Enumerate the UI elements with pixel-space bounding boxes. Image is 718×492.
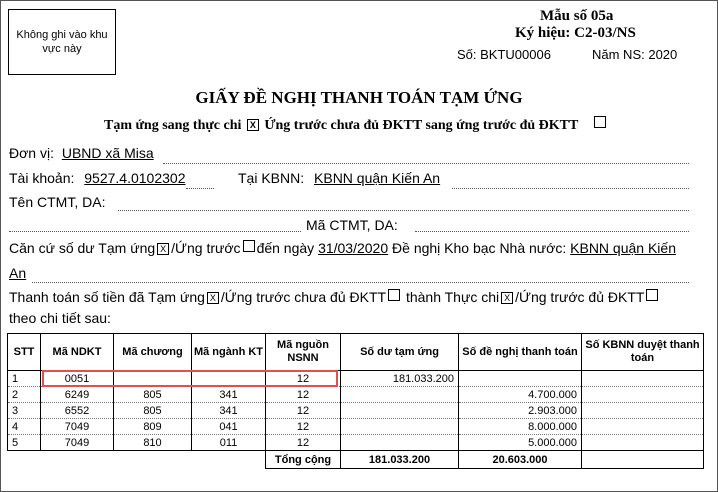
treasury-dotted-line <box>452 188 689 189</box>
cell-so-du[interactable]: 181.033.200 <box>341 371 459 387</box>
cell-chuong[interactable]: 810 <box>114 435 192 451</box>
cell-so-du[interactable] <box>341 419 459 435</box>
basis-treasury-cont: An <box>9 265 27 281</box>
total-spacer <box>8 451 266 469</box>
cell-kbnn[interactable] <box>582 419 704 435</box>
checkbox-advance-balance[interactable]: X <box>157 243 169 255</box>
cell-kbnn[interactable] <box>582 387 704 403</box>
subtitle-options <box>104 116 608 134</box>
col-header-de-nghi: Số đề nghị thanh toán <box>459 334 582 371</box>
budget-year: Năm NS: 2020 <box>592 47 678 62</box>
account-field <box>9 170 185 186</box>
basis-text-2: /Ứng trước <box>171 240 241 256</box>
col-header-so-du: Số dư tạm ứng <box>341 334 459 371</box>
cell-kbnn[interactable] <box>582 371 704 387</box>
cell-chuong[interactable]: 805 <box>114 387 192 403</box>
cell-de-nghi[interactable]: 5.000.000 <box>459 435 582 451</box>
program-code-dotted-left <box>9 231 301 232</box>
total-label: Tổng cộng <box>266 451 341 469</box>
col-header-nganh: Mã ngành KT <box>192 334 266 371</box>
page-title: GIẤY ĐỀ NGHỊ THANH TOÁN TẠM ỨNG <box>195 88 523 107</box>
checkbox-paid-advance[interactable]: X <box>207 292 219 304</box>
cell-stt: 5 <box>8 435 41 451</box>
cell-ndkt[interactable]: 6552 <box>41 403 114 419</box>
option-prepay-conversion: Ứng trước chưa đủ ĐKTT sang ứng trước đủ ĐKTT <box>264 118 579 133</box>
col-header-nguon: Mã nguồn NSNN <box>266 334 341 371</box>
unit-value: UBND xã Misa <box>61 145 154 161</box>
table-row <box>8 419 704 435</box>
form-symbol: Ký hiệu: C2-03/NS <box>515 25 636 41</box>
cell-nganh[interactable]: 011 <box>192 435 266 451</box>
cell-nganh[interactable]: 341 <box>192 387 266 403</box>
table-row <box>8 403 704 419</box>
basis-text-3: đến ngày <box>256 240 315 256</box>
cell-de-nghi[interactable] <box>459 371 582 387</box>
account-value: 9527.4.0102302 <box>84 170 186 186</box>
basis-treasury: KBNN quận Kiến <box>570 240 676 256</box>
program-name-dotted-line <box>118 210 689 211</box>
cell-kbnn[interactable] <box>582 403 704 419</box>
treasury-label: Tại KBNN: <box>238 170 305 186</box>
basis-line <box>9 240 676 256</box>
table-row <box>8 435 704 451</box>
cell-chuong[interactable]: 805 <box>114 403 192 419</box>
selected-cell-highlight <box>42 370 338 387</box>
payment-text-4: /Ứng trước đủ ĐKTT <box>515 289 645 305</box>
table-row <box>8 387 704 403</box>
payment-line <box>9 289 660 305</box>
cell-chuong[interactable]: 809 <box>114 419 192 435</box>
treasury-value: KBNN quận Kiến An <box>314 170 441 186</box>
checkbox-prepay-sufficient[interactable] <box>646 289 658 301</box>
total-kbnn <box>582 451 704 469</box>
total-de-nghi: 20.603.000 <box>459 451 582 469</box>
document-number: Số: BKTU00006 <box>457 47 551 62</box>
cell-stt: 4 <box>8 419 41 435</box>
col-header-ndkt: Mã NDKT <box>41 334 114 371</box>
payment-text-1: Thanh toán số tiền đã Tạm ứng <box>9 289 205 305</box>
total-so-du: 181.033.200 <box>341 451 459 469</box>
cell-stt: 1 <box>8 371 41 387</box>
cell-ndkt[interactable]: 7049 <box>41 419 114 435</box>
col-header-kbnn: Số KBNN duyệt thanh toán <box>582 334 704 371</box>
checkbox-actual-expense[interactable]: X <box>501 292 513 304</box>
basis-dotted-line <box>32 282 689 283</box>
cell-nguon[interactable]: 12 <box>266 435 341 451</box>
col-header-chuong: Mã chương <box>114 334 192 371</box>
col-header-stt: STT <box>8 334 41 371</box>
checkbox-prepay-insufficient[interactable] <box>388 289 400 301</box>
payment-text-2: /Ứng trước chưa đủ ĐKTT <box>220 289 387 305</box>
unit-label: Đơn vị: <box>9 145 54 161</box>
account-dotted-line <box>186 188 214 189</box>
payment-detail-table <box>7 333 704 469</box>
basis-text-1: Căn cứ số dư Tạm ứng <box>9 240 156 256</box>
program-name-label: Tên CTMT, DA: <box>9 194 106 210</box>
unit-dotted-line <box>163 163 689 164</box>
cell-nguon[interactable]: 12 <box>266 403 341 419</box>
checkbox-prepay-balance[interactable] <box>243 240 255 252</box>
unit-field <box>9 145 154 161</box>
cell-nganh[interactable]: 041 <box>192 419 266 435</box>
cell-de-nghi[interactable]: 2.903.000 <box>459 403 582 419</box>
cell-ndkt[interactable]: 0051 <box>41 371 114 387</box>
basis-text-4: Đề nghị Kho bạc Nhà nước: <box>392 240 567 256</box>
program-code-label: Mã CTMT, DA: <box>306 217 398 233</box>
cell-nguon[interactable]: 12 <box>266 371 341 387</box>
cell-ndkt[interactable]: 7049 <box>41 435 114 451</box>
payment-detail-label: theo chi tiết sau: <box>9 310 111 326</box>
checkbox-prepay-conversion[interactable] <box>594 116 606 128</box>
cell-de-nghi[interactable]: 8.000.000 <box>459 419 582 435</box>
cell-so-du[interactable] <box>341 387 459 403</box>
payment-text-3: thành Thực chi <box>405 289 500 305</box>
cell-de-nghi[interactable]: 4.700.000 <box>459 387 582 403</box>
cell-nguon[interactable]: 12 <box>266 419 341 435</box>
total-row <box>8 451 704 469</box>
option-advance-to-expense: Tạm ứng sang thực chi <box>104 118 242 133</box>
cell-so-du[interactable] <box>341 403 459 419</box>
cell-ndkt[interactable]: 6249 <box>41 387 114 403</box>
checkbox-advance-to-expense[interactable]: X <box>247 119 259 131</box>
basis-date: 31/03/2020 <box>318 240 389 256</box>
program-code-dotted-right <box>415 231 689 232</box>
cell-so-du[interactable] <box>341 435 459 451</box>
cell-stt: 2 <box>8 387 41 403</box>
cell-nganh[interactable]: 341 <box>192 403 266 419</box>
cell-kbnn[interactable] <box>582 435 704 451</box>
no-write-stamp-box: Không ghi vào khu vực này <box>8 9 116 75</box>
cell-stt: 3 <box>8 403 41 419</box>
treasury-field <box>238 170 440 186</box>
account-label: Tài khoản: <box>9 170 75 186</box>
cell-nguon[interactable]: 12 <box>266 387 341 403</box>
form-number: Mẫu số 05a <box>540 8 614 24</box>
